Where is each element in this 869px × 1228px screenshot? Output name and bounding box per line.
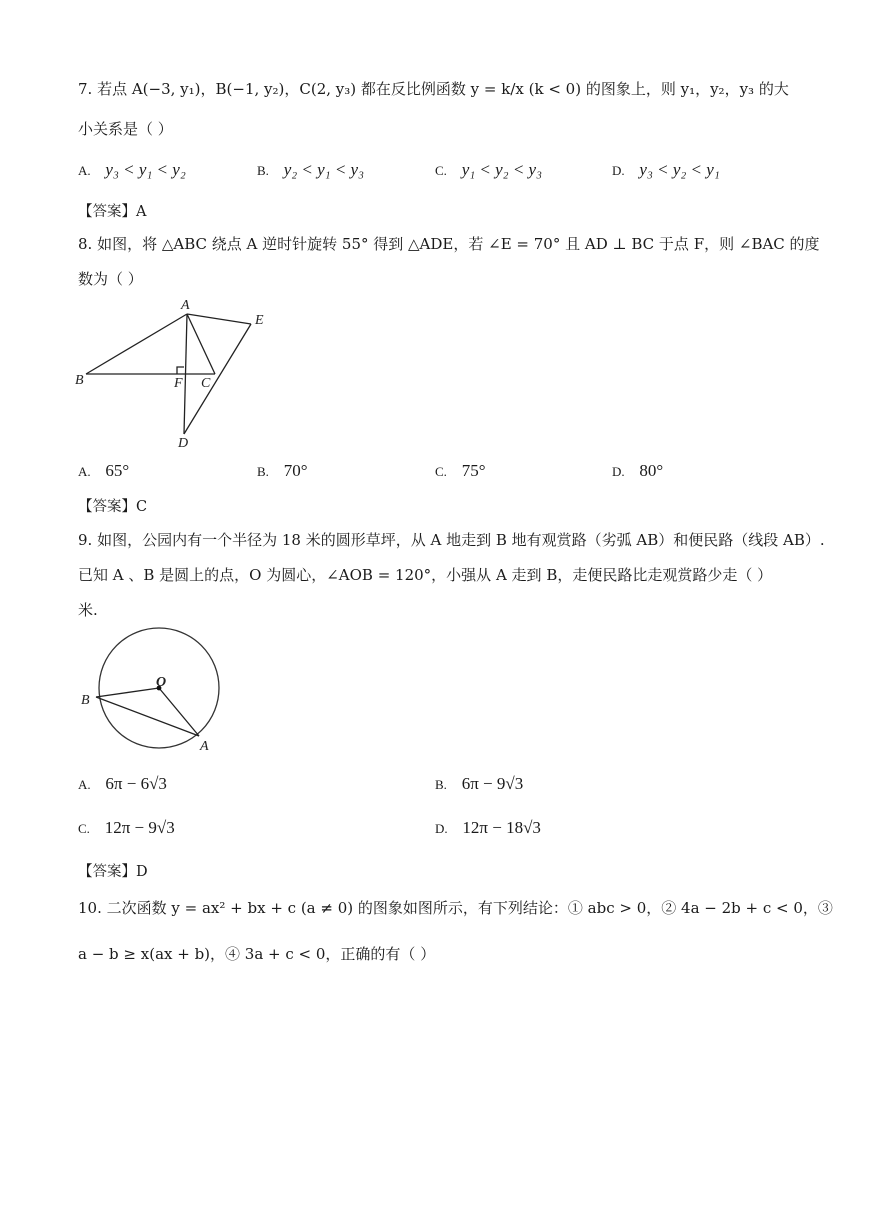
q8-answer: 【答案】C: [78, 499, 148, 515]
option-text: 70°: [283, 461, 308, 480]
option-letter: A.: [78, 163, 91, 178]
option-letter: D.: [612, 464, 625, 479]
q7-option-a: [78, 160, 186, 180]
label-d: D: [178, 436, 189, 451]
q9-stem-line3: 米.: [78, 601, 98, 619]
label-e: E: [255, 313, 264, 328]
label-b: B: [81, 693, 90, 708]
label-b: B: [75, 373, 84, 388]
option-text: y₃ < y₂ < y₁: [639, 160, 720, 179]
option-text: y₁ < y₂ < y₃: [461, 160, 543, 179]
q8-option-b: [257, 461, 308, 481]
q10-stem-line1: 10. 二次函数 y = ax² + bx + c (a ≠ 0) 的图象如图所示，有下列结论：① abc > 0，② 4a − 2b + c < 0，③: [78, 899, 833, 917]
label-c: C: [201, 376, 211, 391]
q8-stem-line1: 8. 如图，将 △ABC 绕点 A 逆时针旋转 55° 得到 △ADE，若 ∠E = 70° 且 AD ⊥ BC 于点 F，则 ∠BAC 的度: [78, 235, 820, 253]
option-letter: C.: [78, 821, 90, 836]
option-text: 80°: [639, 461, 664, 480]
option-letter: A.: [78, 777, 91, 792]
q7-stem-line2: 小关系是（ ）: [78, 120, 173, 138]
q7-option-c: [435, 160, 542, 180]
q8-option-d: [612, 461, 663, 481]
option-text: 65°: [105, 461, 130, 480]
q7-option-b: [257, 160, 364, 180]
label-a: A: [181, 298, 190, 313]
label-f: F: [174, 376, 183, 391]
option-text: 12π − 9√3: [104, 818, 175, 837]
q7-answer: 【答案】A: [78, 204, 147, 220]
q9-option-d: [435, 818, 541, 838]
option-letter: C.: [435, 464, 447, 479]
option-text: 6π − 6√3: [105, 774, 167, 793]
q9-option-b: [435, 774, 523, 794]
option-text: 12π − 18√3: [462, 818, 541, 837]
label-o: O: [156, 675, 167, 690]
option-text: y₃ < y₁ < y₂: [105, 160, 186, 179]
option-letter: C.: [435, 163, 447, 178]
q8-option-a: [78, 461, 129, 481]
q9-answer: 【答案】D: [78, 864, 148, 880]
q7-stem-line1: 7. 若点 A(−3, y₁)，B(−1, y₂)，C(2, y₃) 都在反比例函数 y = k/x (k < 0) 的图象上，则 y₁，y₂，y₃ 的大: [78, 80, 789, 98]
option-letter: D.: [612, 163, 625, 178]
q9-stem-line2: 已知 A 、B 是圆上的点，O 为圆心，∠AOB = 120°，小强从 A 走到 B，走便民路比走观赏路少走（ ）: [78, 566, 773, 584]
option-letter: D.: [435, 821, 448, 836]
option-text: 6π − 9√3: [461, 774, 524, 793]
option-letter: B.: [257, 163, 269, 178]
q10-stem-line2: a − b ≥ x(ax + b)，④ 3a + c < 0，正确的有（ ）: [78, 945, 436, 963]
option-letter: A.: [78, 464, 91, 479]
label-a: A: [200, 739, 209, 754]
q9-circle-figure: [72, 626, 232, 756]
q8-option-c: [435, 461, 486, 481]
q9-option-a: [78, 774, 167, 794]
q8-triangle-figure: [70, 296, 280, 456]
q9-option-c: [78, 818, 175, 838]
q7-option-d: [612, 160, 720, 180]
option-letter: B.: [257, 464, 269, 479]
q8-stem-line2: 数为（ ）: [78, 270, 143, 288]
option-text: 75°: [461, 461, 486, 480]
option-text: y₂ < y₁ < y₃: [283, 160, 365, 179]
q9-stem-line1: 9. 如图，公园内有一个半径为 18 米的圆形草坪，从 A 地走到 B 地有观赏路（劣弧 AB）和便民路（线段 AB）.: [78, 531, 825, 549]
option-letter: B.: [435, 777, 447, 792]
